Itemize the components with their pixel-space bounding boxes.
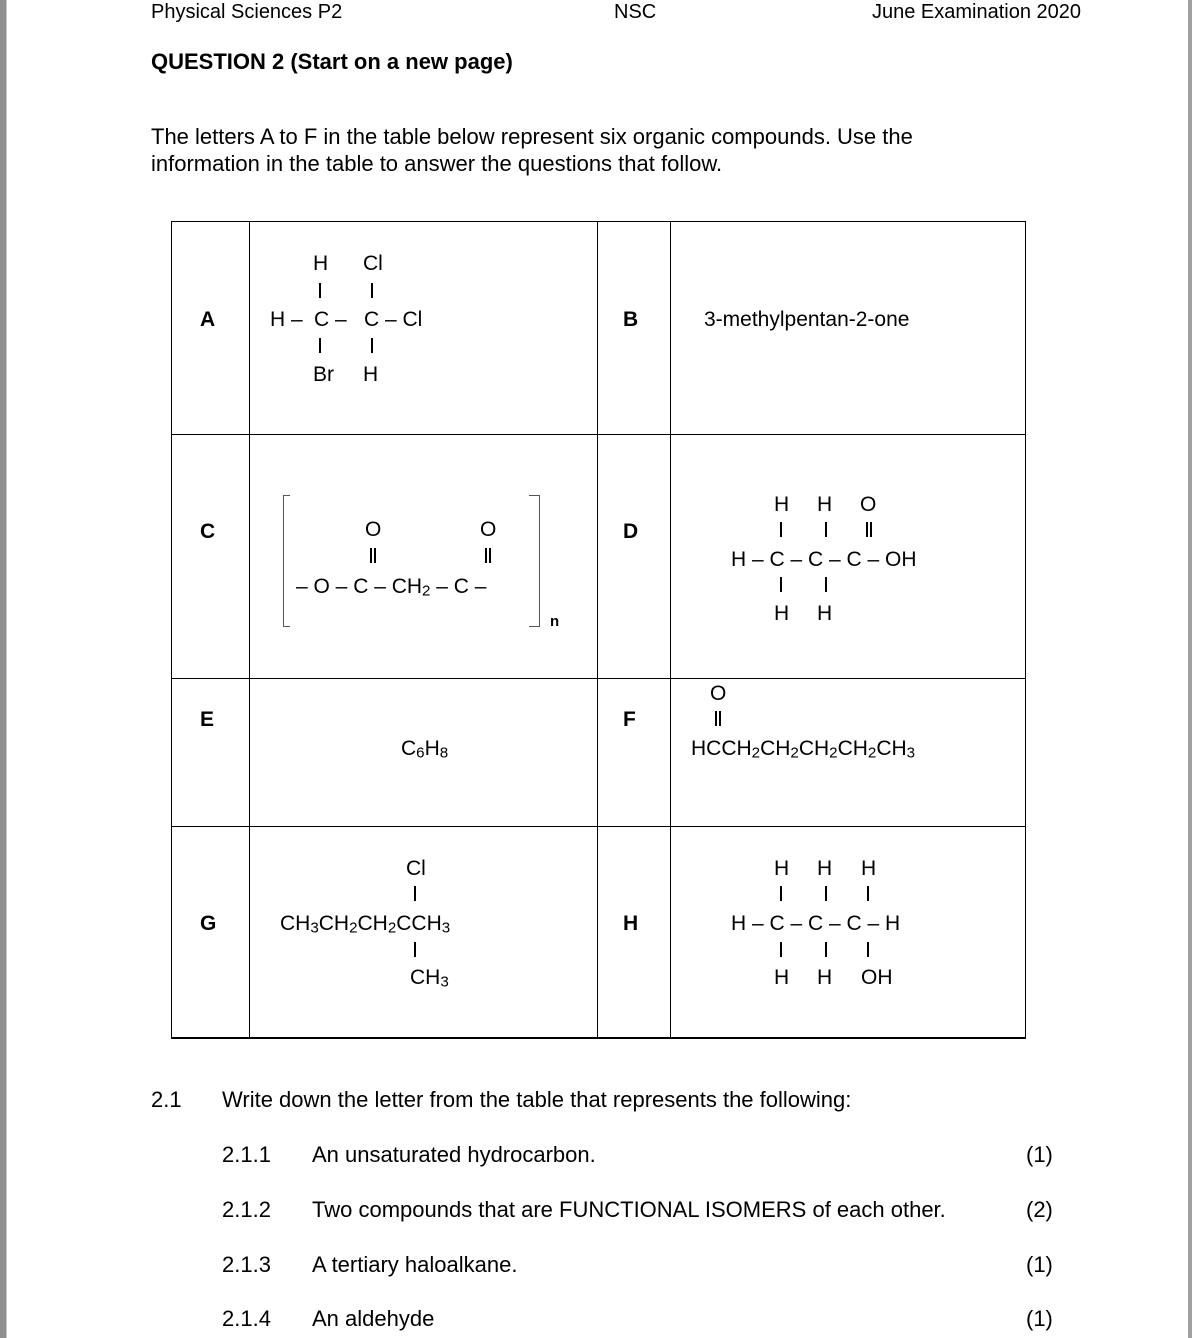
subscript: 2 xyxy=(790,744,799,762)
bond xyxy=(825,522,827,537)
formula-part: CH xyxy=(318,912,350,935)
subscript: 6 xyxy=(416,744,425,762)
subscript: 2 xyxy=(829,744,838,762)
atom: O xyxy=(860,493,877,516)
label-e: E xyxy=(200,708,215,731)
hydroxyl-group: OH xyxy=(861,966,893,989)
subscript: 3 xyxy=(310,919,319,937)
subscript: 3 xyxy=(440,973,449,991)
sub-question-text: A tertiary haloalkane. xyxy=(312,1252,518,1277)
sub-question-number: 2.1.2 xyxy=(222,1197,271,1222)
formula-part: CH xyxy=(837,737,868,760)
atom: H xyxy=(817,857,833,880)
table-divider xyxy=(670,221,671,1039)
window-edge-left-highlight xyxy=(6,0,7,1338)
table-divider xyxy=(597,221,598,1039)
formula-part: CH xyxy=(876,737,907,760)
table-divider xyxy=(171,678,1026,679)
table-divider xyxy=(171,826,1026,827)
bond xyxy=(414,886,416,901)
chain-text: – C – xyxy=(430,575,487,598)
methyl-group xyxy=(410,966,449,991)
formula-part: CH xyxy=(760,737,791,760)
bond xyxy=(371,283,373,298)
scrollbar-edge-right[interactable] xyxy=(1188,0,1192,1338)
formula-part: HCCH xyxy=(691,737,752,760)
marks: (1) xyxy=(1026,1142,1053,1167)
marks: (1) xyxy=(1026,1252,1053,1277)
atom: H xyxy=(774,966,790,989)
label-g: G xyxy=(200,912,217,935)
atom: H xyxy=(774,493,790,516)
formula-part: CH xyxy=(357,912,388,935)
atom: Cl xyxy=(363,252,383,275)
label-h: H xyxy=(623,912,639,935)
atom: O xyxy=(365,518,382,541)
atom: O xyxy=(710,682,727,705)
question-2-1-text: Write down the letter from the table that represents the following: xyxy=(222,1087,852,1112)
bond xyxy=(780,886,782,901)
compound-b-name: 3-methylpentan-2-one xyxy=(704,308,910,331)
sub-question-number: 2.1.4 xyxy=(222,1306,271,1331)
marks: (2) xyxy=(1026,1197,1053,1222)
atom: H xyxy=(774,602,790,625)
repeat-n: n xyxy=(550,613,560,630)
header-subject: Physical Sciences P2 xyxy=(151,1,343,23)
atom: C – xyxy=(314,308,347,331)
sub-question-text: An unsaturated hydrocarbon. xyxy=(312,1142,596,1167)
label-a: A xyxy=(200,308,216,331)
subscript: 2 xyxy=(867,744,877,762)
label-d: D xyxy=(623,520,639,543)
label-f: F xyxy=(623,708,636,731)
bracket-left xyxy=(283,495,290,627)
bond xyxy=(825,886,827,901)
subscript: 8 xyxy=(439,744,449,762)
formula-part: CCH xyxy=(396,912,442,935)
formula-part: C xyxy=(401,737,417,760)
atom: H xyxy=(817,966,833,989)
intro-line-1: The letters A to F in the table below represent six organic compounds. Use the xyxy=(151,124,913,149)
atom: O xyxy=(480,518,497,541)
atom: H xyxy=(774,857,790,880)
formula-part: CH xyxy=(410,966,441,989)
atom: Br xyxy=(313,363,334,386)
question-number-2-1: 2.1 xyxy=(151,1087,182,1112)
subscript: 2 xyxy=(422,582,431,600)
atom: H xyxy=(313,252,329,275)
chain-text: – O – C – CH xyxy=(296,575,423,598)
double-bond xyxy=(485,548,491,563)
condensed-formula xyxy=(280,912,451,937)
atom: Cl xyxy=(406,857,426,880)
label-c: C xyxy=(200,520,216,543)
atom: H xyxy=(817,602,833,625)
polymer-chain xyxy=(296,575,487,600)
double-bond xyxy=(370,548,376,563)
formula-part: CH xyxy=(798,737,830,760)
compound-e-formula xyxy=(401,737,449,762)
table-divider xyxy=(249,221,250,1039)
bond xyxy=(319,283,321,298)
bond xyxy=(780,942,782,957)
atom: H xyxy=(363,363,379,386)
atom: H xyxy=(861,857,877,880)
header-center: NSC xyxy=(614,1,657,23)
question-title: QUESTION 2 (Start on a new page) xyxy=(151,49,513,74)
main-chain: H – C – C – C – H xyxy=(731,912,901,935)
sub-question-number: 2.1.1 xyxy=(222,1142,271,1167)
sub-question-text: Two compounds that are FUNCTIONAL ISOMERS of each other. xyxy=(312,1197,946,1222)
bond xyxy=(867,942,869,957)
double-bond xyxy=(715,711,721,726)
atom: H xyxy=(817,493,833,516)
intro-line-2: information in the table to answer the questions that follow. xyxy=(151,151,723,176)
subscript: 3 xyxy=(441,919,451,937)
formula-part: CH xyxy=(280,912,311,935)
condensed-formula xyxy=(691,737,916,762)
bond xyxy=(414,942,416,957)
bond xyxy=(825,942,827,957)
label-b: B xyxy=(623,308,639,331)
subscript: 2 xyxy=(349,919,358,937)
bond xyxy=(867,886,869,901)
bracket-right xyxy=(529,495,540,627)
bond xyxy=(780,522,782,537)
main-chain: H – C – C – C – OH xyxy=(731,548,917,571)
header-exam: June Examination 2020 xyxy=(872,1,1082,23)
bond xyxy=(780,577,782,592)
table-divider xyxy=(171,434,1026,435)
subscript: 2 xyxy=(387,919,397,937)
double-bond xyxy=(866,522,872,537)
bond xyxy=(371,338,373,353)
bond xyxy=(319,338,321,353)
marks: (1) xyxy=(1026,1306,1053,1331)
sub-question-number: 2.1.3 xyxy=(222,1252,271,1277)
atom: H – xyxy=(270,308,303,331)
formula-part: H xyxy=(424,737,440,760)
atom: C – Cl xyxy=(364,308,423,331)
subscript: 3 xyxy=(906,744,916,762)
sub-question-text: An aldehyde xyxy=(312,1306,435,1331)
subscript: 2 xyxy=(751,744,761,762)
bond xyxy=(825,577,827,592)
